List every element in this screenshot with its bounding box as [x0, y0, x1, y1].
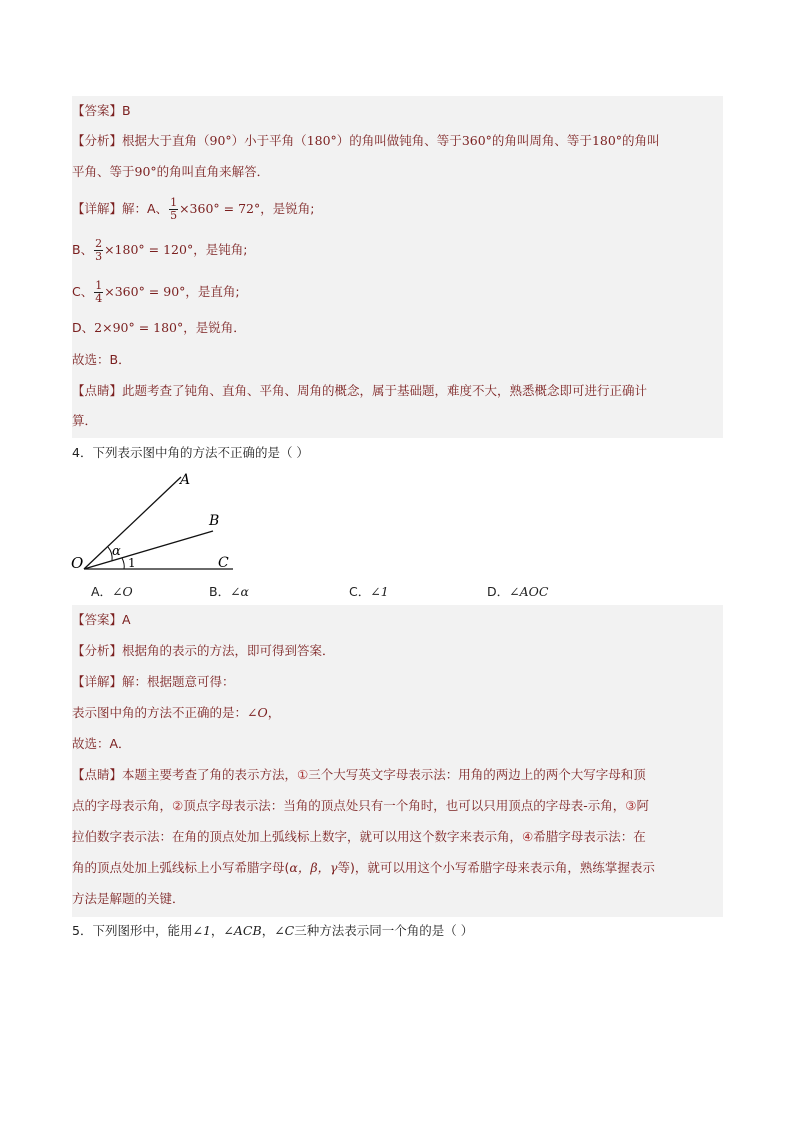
q4-detail: 【详解】解：根据题意可得： — [72, 674, 235, 689]
q3-comment-line2: 算． — [72, 413, 98, 428]
q4-option-b: B．∠α — [209, 584, 249, 599]
q4-comment-line2: 点的字母表示角，②顶点字母表示法：当角的顶点处只有一个角时，也可以只用顶点的字母表-示角，③阿 — [72, 798, 649, 813]
q4-option-c: C．∠1 — [349, 584, 389, 599]
q3-answer: 【答案】B — [72, 103, 131, 118]
q3-detail-b: B、 $\frac{2}{3}$ ×180° = 120°，是钝角; — [72, 237, 248, 263]
label-A: A — [180, 472, 191, 488]
arc-1 — [122, 558, 124, 569]
q3-comment-line1: 【点睛】此题考查了钝角、直角、平角、周角的概念，属于基础题，难度不大，熟悉概念即可进行正确计 — [72, 383, 648, 398]
q3-detail-c: C、 $\frac{1}{4}$ ×360° = 90°，是直角; — [72, 279, 240, 305]
q4-detail2: 表示图中角的方法不正确的是：∠O， — [72, 705, 281, 720]
q3-analysis-line1: 【分析】根据大于直角（90°）小于平角（180°）的角叫做钝角、等于360°的角叫周角、等于180°的角叫 — [72, 133, 660, 148]
q4-question: 4．下列表示图中角的方法不正确的是（ ） — [72, 445, 309, 460]
q4-option-a: A．∠O — [91, 584, 133, 599]
q4-option-d: D．∠AOC — [487, 584, 549, 599]
q3-choose: 故选：B． — [72, 352, 131, 367]
q4-comment-line3: 拉伯数字表示法：在角的顶点处加上弧线标上数字，就可以用这个数字来表示角，④希腊字母表示法：在 — [72, 829, 646, 844]
q4-analysis: 【分析】根据角的表示的方法，即可得到答案． — [72, 643, 335, 658]
q4-comment-line1: 【点睛】本题主要考查了角的表示方法，①三个大写英文字母表示法：用角的两边上的两个大写字母和顶 — [72, 767, 646, 782]
label-alpha: α — [112, 544, 121, 559]
label-1: 1 — [128, 556, 136, 570]
q3-detail-d: D、2×90° = 180°，是锐角． — [72, 320, 246, 335]
q4-answer: 【答案】A — [72, 612, 131, 627]
label-B: B — [209, 513, 220, 529]
q4-choose: 故选：A． — [72, 736, 131, 751]
q3-analysis-line2: 平角、等于90°的角叫直角来解答． — [72, 164, 270, 179]
q3-detail-a: 【详解】解：A、 $\frac{1}{5}$ ×360° = 72°，是锐角; — [72, 196, 315, 222]
q4-angle-figure — [68, 468, 248, 576]
label-C: C — [218, 555, 229, 571]
label-O: O — [71, 554, 84, 572]
q5-question: 5．下列图形中，能用∠1，∠ACB，∠C三种方法表示同一个角的是（ ） — [72, 923, 474, 938]
q4-comment-line4: 角的顶点处加上弧线标上小写希腊字母(α，β，γ等)，就可以用这个小写希腊字母来表示角，熟练掌握表示 — [72, 860, 655, 875]
q4-comment-line5: 方法是解题的关键． — [72, 891, 185, 906]
